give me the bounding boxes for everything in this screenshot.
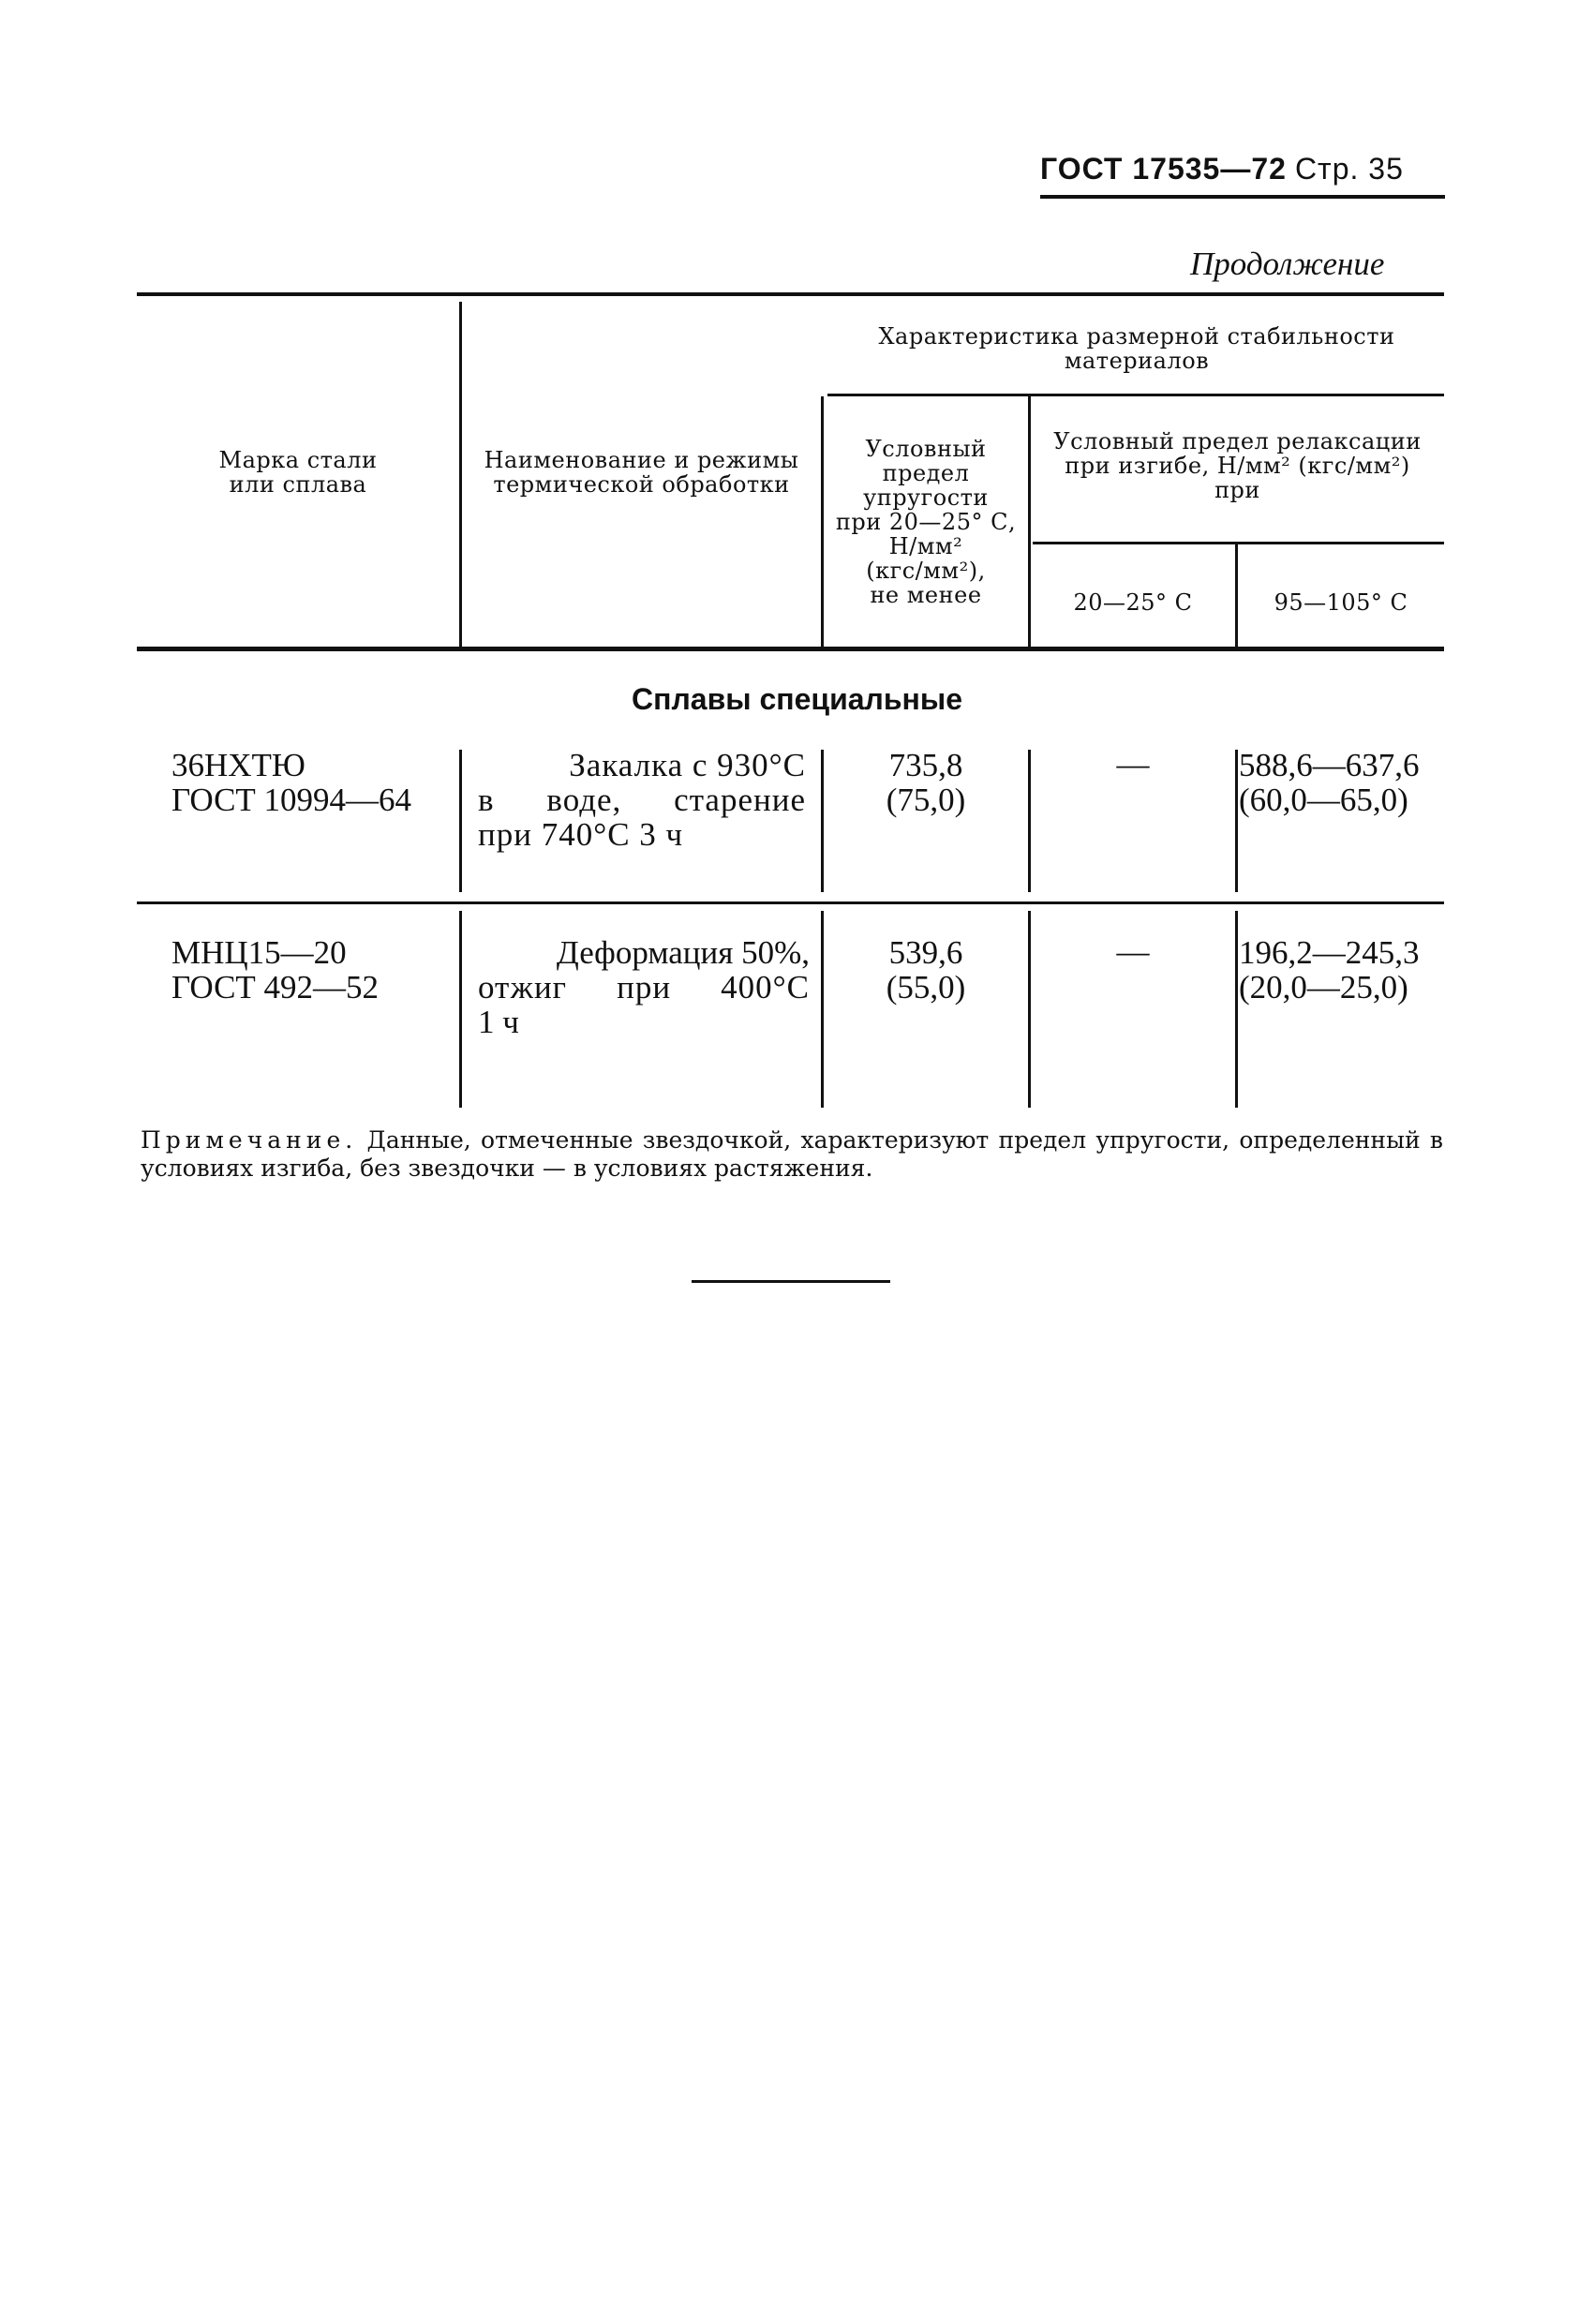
row2-relax-20: — [1116,933,1150,970]
header-elastic-limit: Условный предел упругости при 20—25° С, Н/мм² (кгс/мм²), не менее [835,436,1017,608]
header-temp-20-25: 20—25° С [1073,589,1193,616]
row2-grade: МНЦ15—20 ГОСТ 492—52 [171,934,380,1006]
col-rule-4-row2 [1235,911,1238,1108]
standard-number: ГОСТ 17535—72 [1040,152,1287,186]
col-rule-1-row1 [459,750,462,892]
relaxation-header-rule [1033,542,1444,544]
continuation-label: Продолжение [1190,246,1385,282]
header-temp-95-105: 95—105° С [1274,589,1408,616]
table-note [141,1126,1443,1183]
page-header [1040,152,1404,186]
row1-elastic-limit: 735,8 (75,0) [886,747,966,818]
table-top-rule [137,292,1444,296]
row1-grade: 36НХТЮ ГОСТ 10994—64 [171,747,412,818]
header-stability-group: Характеристика размерной стабильности материалов [878,323,1395,374]
col-rule-1-row2 [459,911,462,1108]
header-bottom-rule [137,647,1444,651]
end-rule [692,1280,890,1283]
note-text: Данные, отмеченные звездочкой, характеризуют предел упругости, определенный в условиях изгиба, без звездочки — в условиях растяжения. [141,1126,1444,1182]
row2-elastic-limit: 539,6 (55,0) [886,934,966,1006]
header-grade: Марка стали или сплава [218,447,378,498]
row1-relax-20: — [1116,746,1150,782]
header-treatment: Наименование и режимы термической обработки [484,447,799,498]
col-rule-4-row1 [1235,750,1238,892]
group-header-rule [827,394,1444,396]
row1-treatment: Закалка с 930°С в воде, старение при 740°С 3 ч [478,747,806,853]
row2-relax-100: 196,2—245,3 (20,0—25,0) [1239,934,1420,1006]
row-separator [137,901,1444,904]
section-title: Сплавы специальные [632,682,962,716]
header-rule [1040,195,1445,199]
note-label: Примечание. [141,1126,358,1154]
row2-treatment: Деформация 50%, отжиг при 400°С 1 ч [478,934,810,1040]
row1-relax-100: 588,6—637,6 (60,0—65,0) [1239,747,1420,818]
page-number: Стр. 35 [1294,152,1404,186]
header-relaxation: Условный предел релаксации при изгибе, Н/мм² (кгс/мм²) при [1053,428,1422,503]
